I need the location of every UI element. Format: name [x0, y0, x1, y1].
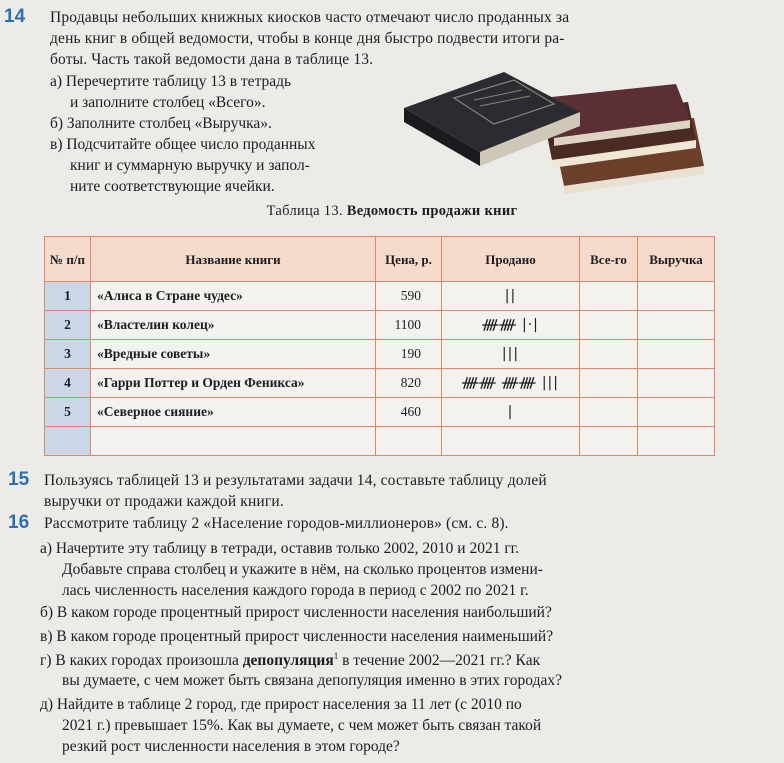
cell-title: «Гарри Поттер и Орден Феникса»: [91, 369, 376, 398]
table-row: [45, 398, 715, 427]
task16-b: б) В каком городе процентный прирост численности населения наибольший?: [40, 604, 552, 621]
cell-num: 4: [45, 369, 91, 398]
table-row: [45, 311, 715, 340]
task14-line-3: боты. Часть такой ведомости дана в таблице 13.: [50, 51, 374, 68]
task16-a-1: а) Начертите эту таблицу в тетради, оставив только 2002, 2010 и 2021 гг.: [40, 540, 520, 557]
table-caption-prefix: Таблица 13.: [266, 203, 343, 219]
books-illustration: [404, 68, 704, 196]
task-number-15: 15: [8, 469, 30, 490]
cell-revenue: [638, 282, 715, 311]
cell-revenue: [638, 369, 715, 398]
cell-num: 2: [45, 311, 91, 340]
task15-line-2: выручки от продажи каждой книги.: [44, 493, 284, 510]
task16-intro: Рассмотрите таблицу 2 «Население городов-миллионеров» (см. с. 8).: [44, 515, 509, 532]
task16-d-2: вы думаете, с чем может быть связана депопуляция именно в этих городах?: [62, 672, 562, 689]
task16-d-1: [40, 651, 540, 670]
table-caption-title: Ведомость продажи книг: [346, 203, 518, 219]
header-sold: Продано: [442, 237, 580, 282]
task14-item-a-2: и заполните столбец «Всего».: [70, 94, 266, 111]
task14-item-c-3: ните соответствующие ячейки.: [70, 178, 275, 195]
cell-price: 1100: [376, 311, 442, 340]
task14-line-1: Продавцы небольших книжных киосков часто отмечают число проданных за: [50, 9, 570, 26]
task16-a-2: Добавьте справа столбец и укажите в нём, на сколько процентов измени-: [62, 561, 543, 578]
header-num: № п/п: [45, 237, 91, 282]
task16-d-after: в течение 2002—2021 гг.? Как: [342, 652, 541, 670]
cell-tally: |||: [442, 340, 580, 369]
cell-tally: ᚎᚎ ᚎᚎ |||: [442, 369, 580, 398]
table-row-empty: [45, 427, 715, 456]
cell-title: «Северное сияние»: [91, 398, 376, 427]
task16-e-3: резкий рост численности населения в этом городе?: [62, 738, 400, 755]
sales-table: [44, 236, 715, 456]
cell-num: 3: [45, 340, 91, 369]
cell-revenue: [638, 340, 715, 369]
cell-title: «Вредные советы»: [91, 340, 376, 369]
cell-tally: ||: [442, 282, 580, 311]
cell-total: [580, 311, 638, 340]
cell-price: 820: [376, 369, 442, 398]
cell-price: [376, 427, 442, 456]
footnote-marker: 1: [333, 651, 339, 661]
cell-revenue: [638, 427, 715, 456]
cell-price: 460: [376, 398, 442, 427]
table-row: [45, 340, 715, 369]
cell-total: [580, 340, 638, 369]
header-price: Цена, р.: [376, 237, 442, 282]
header-revenue: Выручка: [638, 237, 715, 282]
task16-c: в) В каком городе процентный прирост численности населения наименьший?: [40, 628, 554, 645]
cell-revenue: [638, 311, 715, 340]
cell-title: «Властелин колец»: [91, 311, 376, 340]
task16-a-3: лась численность населения каждого города в период с 2002 по 2021 г.: [62, 582, 529, 599]
cell-price: 590: [376, 282, 442, 311]
cell-title: [91, 427, 376, 456]
table-caption: [0, 203, 784, 220]
table-row: [45, 282, 715, 311]
task16-e-2: 2021 г.) превышает 15%. Как вы думаете, с чем может быть связан такой: [62, 717, 542, 734]
cell-total: [580, 282, 638, 311]
cell-num: 1: [45, 282, 91, 311]
header-total: Все-го: [580, 237, 638, 282]
task14-item-b: б) Заполните столбец «Выручка».: [50, 115, 272, 132]
term-depopulation: депопуляция: [242, 652, 334, 670]
cell-title: «Алиса в Стране чудес»: [91, 282, 376, 311]
cell-num: 5: [45, 398, 91, 427]
task15-line-1: Пользуясь таблицей 13 и результатами задачи 14, составьте таблицу долей: [44, 472, 547, 489]
cell-price: 190: [376, 340, 442, 369]
task14-item-a-1: а) Перечертите таблицу 13 в тетрадь: [50, 73, 292, 90]
cell-total: [580, 398, 638, 427]
task14-item-c-2: книг и суммарную выручку и запол-: [70, 157, 310, 174]
task14-line-2: день книг в общей ведомости, чтобы в конце дня быстро подвести итоги ра-: [50, 30, 565, 47]
cell-total: [580, 369, 638, 398]
cell-tally: |: [442, 398, 580, 427]
table-header-row: [45, 237, 715, 282]
table-row: [45, 369, 715, 398]
task16-e-1: д) Найдите в таблице 2 город, где прирост населения за 11 лет (с 2010 по: [40, 696, 522, 713]
cell-tally: ᚎᚎ |·|: [442, 311, 580, 340]
cell-revenue: [638, 398, 715, 427]
task-number-14: 14: [4, 6, 26, 27]
cell-total: [580, 427, 638, 456]
cell-num: [45, 427, 91, 456]
cell-tally: [442, 427, 580, 456]
task14-item-c-1: в) Подсчитайте общее число проданных: [50, 136, 316, 153]
task-number-16: 16: [8, 512, 30, 533]
header-title: Название книги: [91, 237, 376, 282]
task16-d-before: г) В каких городах произошла: [40, 652, 239, 670]
